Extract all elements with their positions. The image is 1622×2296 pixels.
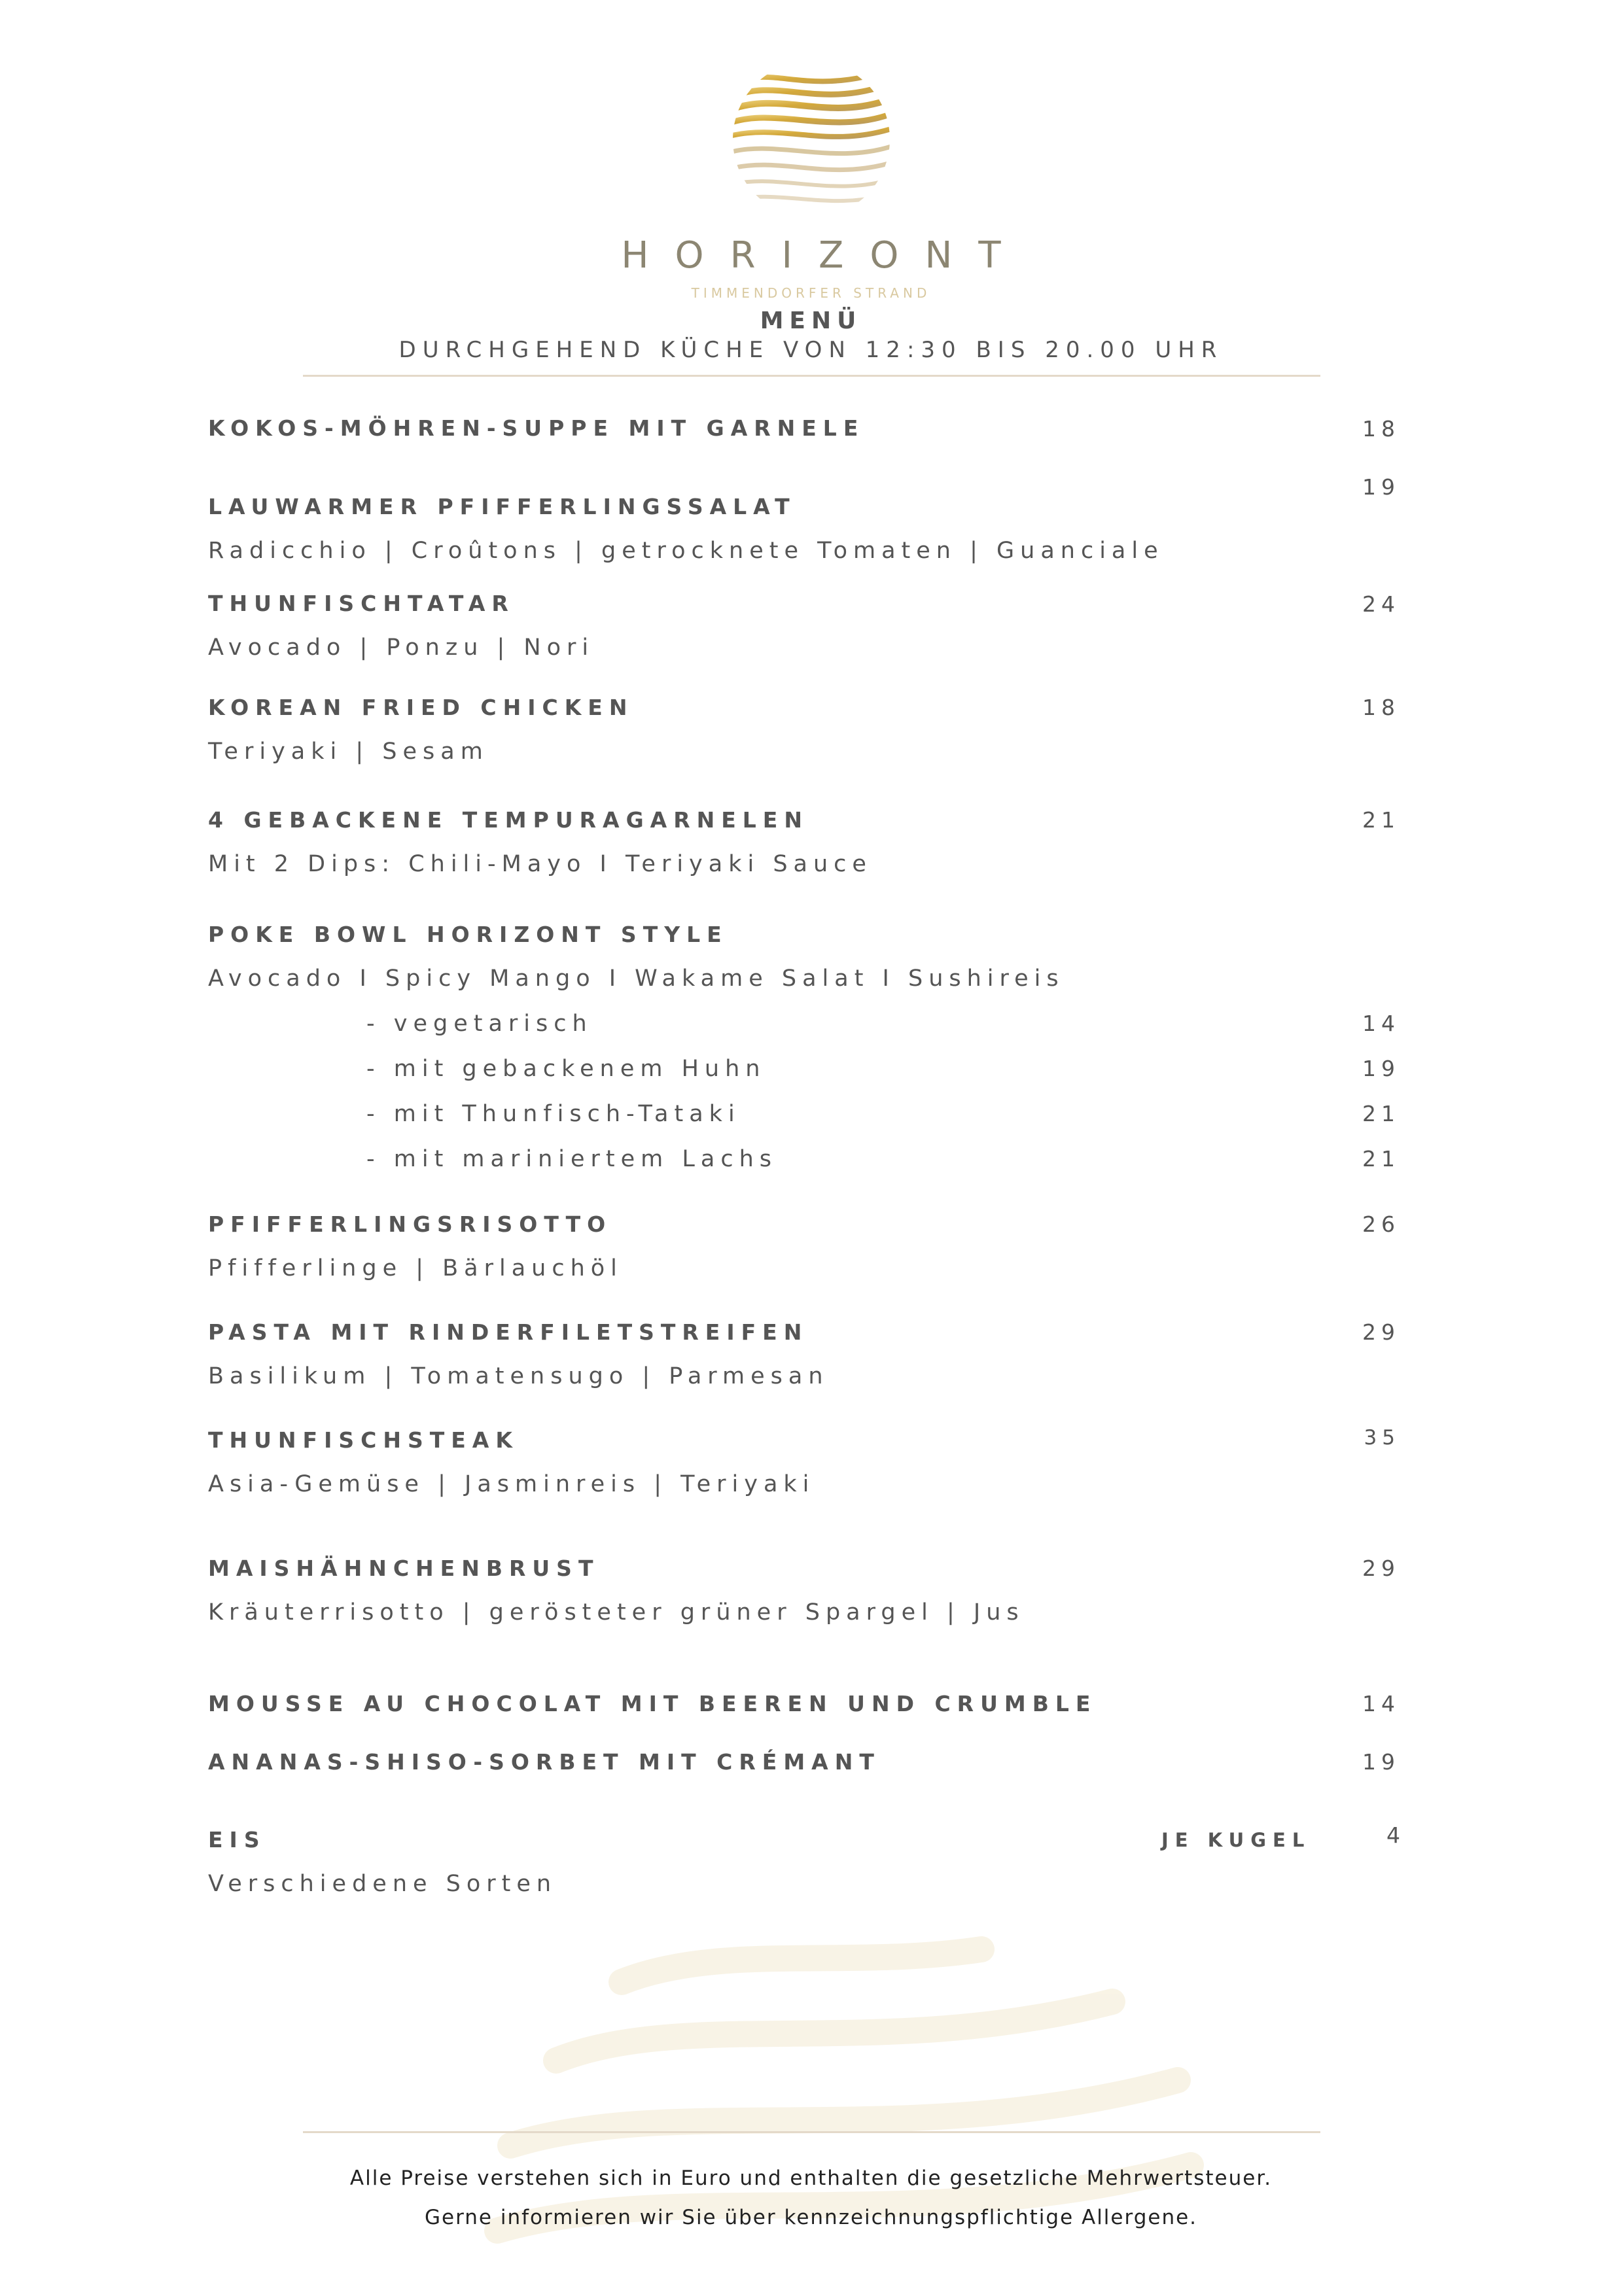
footer-allergen-note: Gerne informieren wir Sie über kennzeichnungspflichtige Allergene. [424, 2206, 1198, 2229]
dish-description: Teriyaki | Sesam [208, 739, 489, 765]
dish-name: THUNFISCHSTEAK [208, 1427, 519, 1453]
dish-description: Radicchio | Croûtons | getrocknete Tomaten | Guanciale [208, 538, 1164, 564]
option-label: - mit Thunfisch-Tataki [366, 1101, 741, 1127]
dish-description: Mit 2 Dips: Chili-Mayo I Teriyaki Sauce [208, 851, 872, 877]
option-label: - mit gebackenem Huhn [366, 1056, 766, 1082]
dish-name: MOUSSE AU CHOCOLAT MIT BEEREN UND CRUMBLE [208, 1691, 1097, 1716]
dish-price: 18 [1362, 416, 1400, 442]
dish-description: Verschiedene Sorten [208, 1871, 557, 1897]
dish-price: 18 [1362, 695, 1400, 720]
dish-name: 4 GEBACKENE TEMPURAGARNELEN [208, 807, 809, 833]
dish-name: LAUWARMER PFIFFERLINGSSALAT [208, 494, 796, 519]
dish-name: KOREAN FRIED CHICKEN [208, 695, 634, 720]
horizont-logo [730, 58, 893, 221]
unit-label: JE KUGEL [1161, 1829, 1311, 1851]
option-label: - vegetarisch [366, 1011, 593, 1037]
dish-name: EIS [208, 1827, 266, 1852]
bottom-divider [303, 2131, 1320, 2133]
option-price: 19 [1362, 1056, 1400, 1081]
dish-description: Kräuterrisotto | gerösteter grüner Spargel | Jus [208, 1599, 1025, 1626]
dish-price: 24 [1362, 591, 1400, 617]
option-price: 14 [1362, 1011, 1400, 1036]
menu-subtitle: DURCHGEHEND KÜCHE VON 12:30 BIS 20.00 UHR [398, 337, 1224, 363]
brand-name: HORIZONT [621, 234, 1027, 277]
option-price: 21 [1362, 1146, 1400, 1172]
top-divider [303, 375, 1320, 377]
dish-description: Pfifferlinge | Bärlauchöl [208, 1255, 623, 1281]
dish-name: THUNFISCHTATAR [208, 591, 515, 616]
dish-price: 14 [1362, 1691, 1400, 1716]
dish-description: Basilikum | Tomatensugo | Parmesan [208, 1363, 829, 1389]
dish-name: POKE BOWL HORIZONT STYLE [208, 922, 728, 947]
dish-price: 29 [1362, 1319, 1400, 1345]
footer-price-note: Alle Preise verstehen sich in Euro und enthalten die gesetzliche Mehrwertsteuer. [349, 2166, 1273, 2190]
dish-name: KOKOS-MÖHREN-SUPPE MIT GARNELE [208, 415, 865, 441]
dish-price: 19 [1362, 474, 1400, 500]
dish-price: 29 [1362, 1556, 1400, 1581]
dish-price: 19 [1362, 1749, 1400, 1775]
dish-name: PFIFFERLINGSRISOTTO [208, 1211, 612, 1237]
option-price: 21 [1362, 1101, 1400, 1126]
dish-price: 26 [1362, 1211, 1400, 1237]
dish-price: 21 [1362, 807, 1400, 833]
dish-description: Avocado I Spicy Mango I Wakame Salat I Sushireis [208, 965, 1065, 992]
dish-description: Asia-Gemüse | Jasminreis | Teriyaki [208, 1471, 815, 1497]
dish-name: MAISHÄHNCHENBRUST [208, 1556, 600, 1581]
option-label: - mit mariniertem Lachs [366, 1146, 777, 1172]
dish-price: 4 [1386, 1822, 1400, 1848]
watermark-logo [458, 1930, 1210, 2296]
menu-title: MENÜ [760, 307, 862, 334]
brand-subtitle: TIMMENDORFER STRAND [691, 285, 931, 301]
dish-name: PASTA MIT RINDERFILETSTREIFEN [208, 1319, 809, 1345]
dish-price: 35 [1364, 1426, 1400, 1450]
dish-name: ANANAS-SHISO-SORBET MIT CRÉMANT [208, 1749, 881, 1775]
dish-description: Avocado | Ponzu | Nori [208, 635, 595, 661]
